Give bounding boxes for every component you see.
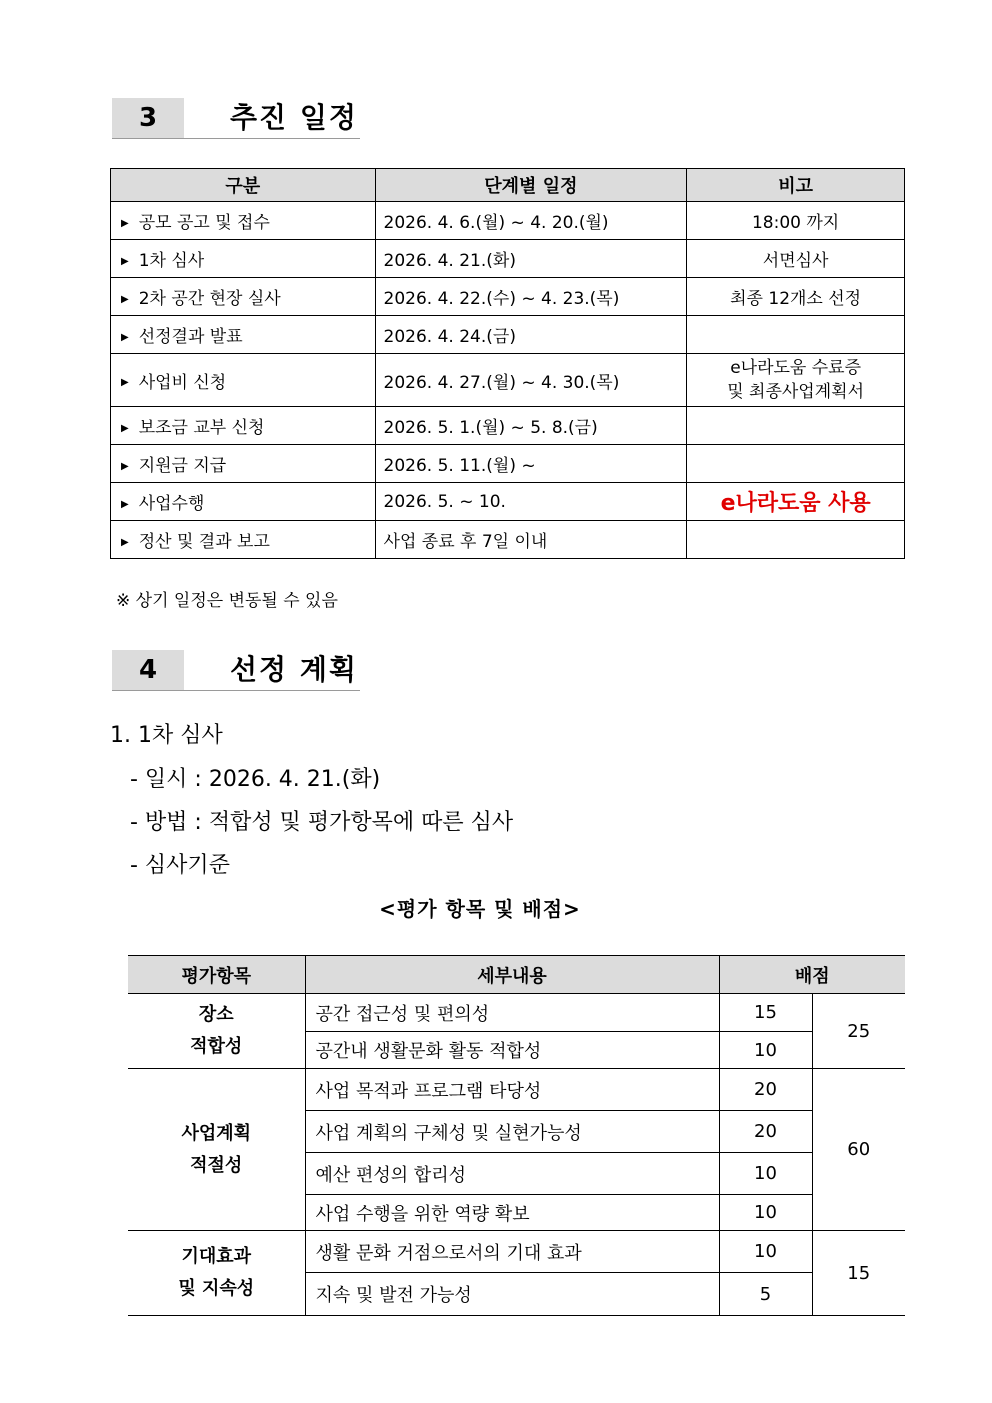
table-row xyxy=(111,521,905,559)
triangle-bullet-icon: ▶ xyxy=(121,255,129,267)
schedule-header-date: 단계별 일정 xyxy=(375,169,687,202)
schedule-date: 2026. 5. 1.(월) ~ 5. 8.(금) xyxy=(375,407,687,445)
schedule-header-note: 비고 xyxy=(687,169,905,202)
triangle-bullet-icon: ▶ xyxy=(121,536,129,548)
schedule-item-label: 사업수행 xyxy=(138,494,205,514)
section-4-heading xyxy=(112,650,360,691)
evaluation-score: 20 xyxy=(719,1111,812,1153)
section-4-number: 4 xyxy=(112,650,184,690)
evaluation-detail: 공간 접근성 및 편의성 xyxy=(305,994,719,1032)
category-line-2: 및 지속성 xyxy=(178,1278,255,1299)
evaluation-total: 25 xyxy=(812,994,905,1069)
schedule-note-line-1: e나라도움 수료증 xyxy=(730,358,862,378)
schedule-table xyxy=(110,168,905,559)
evaluation-table xyxy=(128,955,905,1316)
table-row xyxy=(111,240,905,278)
evaluation-detail: 사업 수행을 위한 역량 확보 xyxy=(305,1195,719,1231)
schedule-item-label: 공모 공고 및 접수 xyxy=(138,213,270,233)
schedule-item-label: 보조금 교부 신청 xyxy=(138,418,265,438)
schedule-note: 18:00 까지 xyxy=(687,202,905,240)
evaluation-detail: 공간내 생활문화 활동 적합성 xyxy=(305,1032,719,1069)
evaluation-category xyxy=(128,1231,305,1316)
schedule-item-label: 선정결과 발표 xyxy=(138,327,243,347)
evaluation-detail: 예산 편성의 합리성 xyxy=(305,1153,719,1195)
schedule-item xyxy=(111,278,376,316)
evaluation-score: 15 xyxy=(719,994,812,1032)
schedule-item xyxy=(111,354,376,407)
schedule-item-label: 정산 및 결과 보고 xyxy=(138,532,270,552)
schedule-item-label: 1차 심사 xyxy=(138,251,205,271)
schedule-item xyxy=(111,445,376,483)
triangle-bullet-icon: ▶ xyxy=(121,422,129,434)
table-row xyxy=(111,354,905,407)
schedule-item xyxy=(111,240,376,278)
schedule-note xyxy=(687,407,905,445)
schedule-item-label: 지원금 지급 xyxy=(138,456,227,476)
evaluation-score: 10 xyxy=(719,1195,812,1231)
table-row xyxy=(111,278,905,316)
schedule-note-highlight: e나라도움 사용 xyxy=(687,483,905,521)
schedule-footnote: ※ 상기 일정은 변동될 수 있음 xyxy=(116,591,338,611)
schedule-note xyxy=(687,354,905,407)
schedule-note: 최종 12개소 선정 xyxy=(687,278,905,316)
schedule-note-line-2: 및 최종사업계획서 xyxy=(727,382,864,402)
schedule-date: 2026. 5. ~ 10. xyxy=(375,483,687,521)
evaluation-total: 15 xyxy=(812,1231,905,1316)
schedule-note: 서면심사 xyxy=(687,240,905,278)
review-line-method: - 방법 : 적합성 및 평가항목에 따른 심사 xyxy=(130,810,514,835)
evaluation-category xyxy=(128,994,305,1069)
evaluation-header-category: 평가항목 xyxy=(128,956,305,994)
triangle-bullet-icon: ▶ xyxy=(121,498,129,510)
triangle-bullet-icon: ▶ xyxy=(121,331,129,343)
section-3-title: 추진 일정 xyxy=(230,101,358,134)
table-row xyxy=(111,407,905,445)
evaluation-detail: 사업 목적과 프로그램 타당성 xyxy=(305,1069,719,1111)
review-line-criteria: - 심사기준 xyxy=(130,853,230,878)
table-row xyxy=(111,316,905,354)
table-row xyxy=(111,483,905,521)
category-line-2: 적절성 xyxy=(190,1154,243,1176)
evaluation-category xyxy=(128,1069,305,1231)
schedule-item xyxy=(111,407,376,445)
schedule-note xyxy=(687,521,905,559)
table-row xyxy=(128,1231,905,1273)
schedule-date: 2026. 4. 21.(화) xyxy=(375,240,687,278)
evaluation-detail: 생활 문화 거점으로서의 기대 효과 xyxy=(305,1231,719,1273)
triangle-bullet-icon: ▶ xyxy=(121,293,129,305)
review-heading: 1. 1차 심사 xyxy=(110,723,223,748)
section-3-number: 3 xyxy=(112,98,184,138)
section-3-heading xyxy=(112,98,360,139)
evaluation-detail: 사업 계획의 구체성 및 실현가능성 xyxy=(305,1111,719,1153)
schedule-date: 2026. 4. 24.(금) xyxy=(375,316,687,354)
schedule-date: 2026. 4. 6.(월) ~ 4. 20.(월) xyxy=(375,202,687,240)
evaluation-detail: 지속 및 발전 가능성 xyxy=(305,1273,719,1316)
schedule-note xyxy=(687,445,905,483)
schedule-note xyxy=(687,316,905,354)
evaluation-score: 10 xyxy=(719,1032,812,1069)
schedule-date: 2026. 4. 27.(월) ~ 4. 30.(목) xyxy=(375,354,687,407)
schedule-item xyxy=(111,483,376,521)
evaluation-header-detail: 세부내용 xyxy=(305,956,719,994)
table-row xyxy=(111,202,905,240)
category-line-1: 장소 xyxy=(198,1004,234,1025)
schedule-date: 사업 종료 후 7일 이내 xyxy=(375,521,687,559)
evaluation-score: 20 xyxy=(719,1069,812,1111)
evaluation-header-score: 배점 xyxy=(719,956,905,994)
evaluation-caption: <평가 항목 및 배점> xyxy=(379,897,581,921)
table-row xyxy=(128,1069,905,1111)
schedule-item xyxy=(111,316,376,354)
review-line-date: - 일시 : 2026. 4. 21.(화) xyxy=(130,767,381,792)
category-line-2: 적합성 xyxy=(190,1036,243,1057)
category-line-1: 기대효과 xyxy=(181,1246,252,1267)
triangle-bullet-icon: ▶ xyxy=(121,217,129,229)
evaluation-header-row xyxy=(128,956,905,994)
triangle-bullet-icon: ▶ xyxy=(121,460,129,472)
schedule-item-label: 사업비 신청 xyxy=(138,372,227,393)
schedule-date: 2026. 5. 11.(월) ~ xyxy=(375,445,687,483)
schedule-item-label: 2차 공간 현장 실사 xyxy=(138,289,281,309)
schedule-date: 2026. 4. 22.(수) ~ 4. 23.(목) xyxy=(375,278,687,316)
table-row xyxy=(128,994,905,1032)
table-row xyxy=(111,445,905,483)
schedule-item xyxy=(111,521,376,559)
section-4-title: 선정 계획 xyxy=(230,653,358,686)
schedule-item xyxy=(111,202,376,240)
schedule-header-row xyxy=(111,169,905,202)
evaluation-score: 10 xyxy=(719,1153,812,1195)
evaluation-score: 5 xyxy=(719,1273,812,1316)
category-line-1: 사업계획 xyxy=(181,1122,252,1144)
triangle-bullet-icon: ▶ xyxy=(121,377,129,388)
schedule-header-category: 구분 xyxy=(111,169,376,202)
evaluation-total: 60 xyxy=(812,1069,905,1231)
evaluation-score: 10 xyxy=(719,1231,812,1273)
